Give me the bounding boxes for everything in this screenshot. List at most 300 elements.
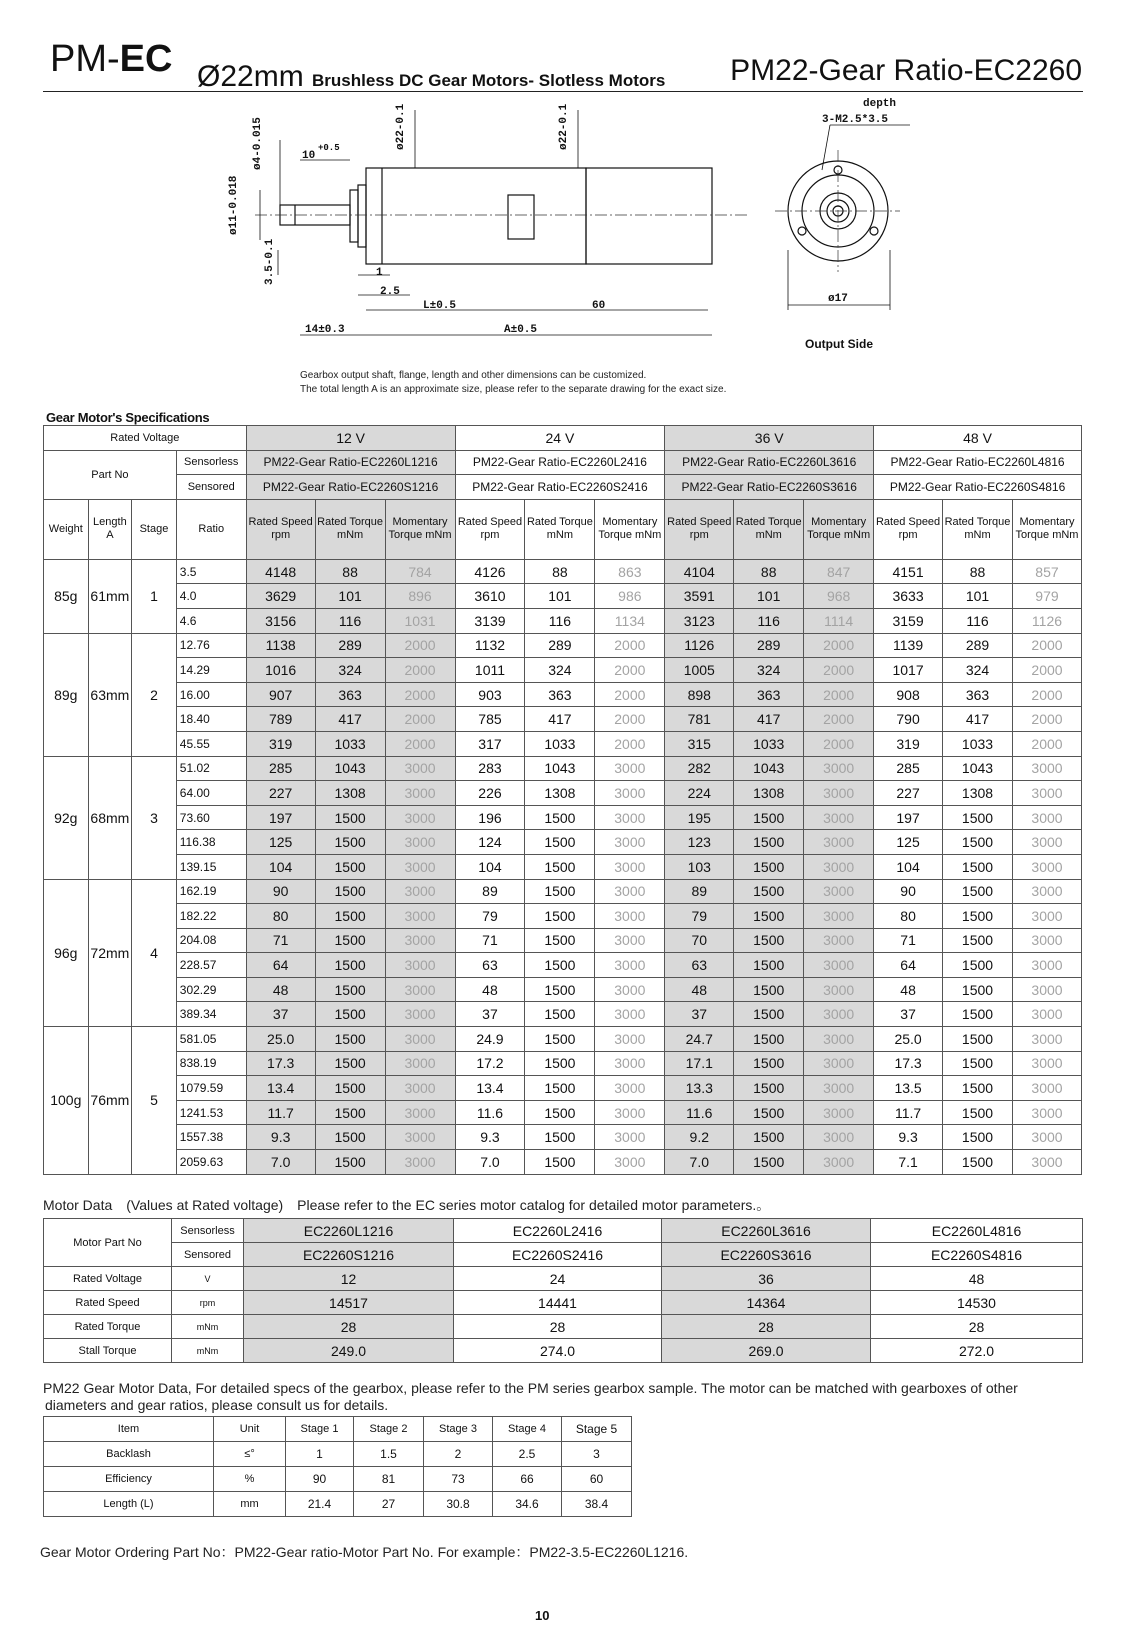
torque-cell: 324: [734, 658, 804, 683]
spec-row: [44, 756, 1082, 781]
ratio-cell: 16.00: [176, 682, 246, 707]
spec-row: [44, 1150, 1082, 1175]
torque-cell: 1308: [943, 781, 1013, 806]
spec-row: [44, 559, 1082, 584]
gearbox-row: [44, 1467, 632, 1492]
momentary-cell: 3000: [804, 781, 874, 806]
momentary-cell: 3000: [1012, 904, 1081, 929]
spec-row: [44, 658, 1082, 683]
speed-cell: 90: [874, 879, 943, 904]
speed-cell: 24.9: [455, 1027, 525, 1052]
speed-cell: 71: [874, 928, 943, 953]
motor-sensorless-label: Sensorless: [172, 1219, 244, 1243]
spec-row: [44, 1002, 1082, 1027]
speed-cell: 227: [874, 781, 943, 806]
torque-cell: 1033: [525, 731, 595, 756]
speed-cell: 48: [246, 977, 315, 1002]
momentary-cell: 2000: [385, 707, 455, 732]
speed-cell: 3156: [246, 608, 315, 633]
stage-cell: 3: [132, 756, 177, 879]
gearbox-header-row: [44, 1417, 632, 1442]
motor-value-cell: 274.0: [454, 1339, 662, 1363]
speed-cell: 11.6: [665, 1100, 734, 1125]
speed-cell: 48: [665, 977, 734, 1002]
stage-cell: 5: [132, 1027, 177, 1175]
gearbox-header-cell: Stage 5: [562, 1417, 632, 1442]
speed-cell: 4104: [665, 559, 734, 584]
speed-cell: 124: [455, 830, 525, 855]
torque-cell: 1500: [315, 1100, 385, 1125]
motor-data-row: [44, 1315, 1083, 1339]
torque-cell: 1500: [943, 1002, 1013, 1027]
speed-cell: 903: [455, 682, 525, 707]
speed-cell: 789: [246, 707, 315, 732]
weight-cell: 92g: [44, 756, 89, 879]
torque-cell: 1500: [943, 830, 1013, 855]
gearbox-value-cell: 73: [424, 1467, 493, 1492]
speed-cell: 17.3: [874, 1051, 943, 1076]
motor-row-label: Rated Voltage: [44, 1267, 172, 1291]
momentary-cell: 3000: [385, 830, 455, 855]
motor-sensorless-48v: EC2260L4816: [871, 1219, 1083, 1243]
speed-cell: 285: [246, 756, 315, 781]
speed-cell: 197: [246, 805, 315, 830]
momentary-cell: 3000: [1012, 781, 1081, 806]
motor-sensored-24v: EC2260S2416: [454, 1243, 662, 1267]
speed-cell: 226: [455, 781, 525, 806]
speed-cell: 79: [455, 904, 525, 929]
speed-cell: 7.0: [665, 1150, 734, 1175]
gearbox-header-cell: Stage 4: [493, 1417, 562, 1442]
gearbox-value-cell: 1.5: [354, 1442, 424, 1467]
motor-value-cell: 24: [454, 1267, 662, 1291]
voltage-12v: 12 V: [246, 426, 455, 451]
momentary-cell: 3000: [385, 1125, 455, 1150]
torque-cell: 1500: [943, 1125, 1013, 1150]
momentary-cell: 863: [595, 559, 665, 584]
torque-cell: 1500: [943, 1150, 1013, 1175]
torque-cell: 1500: [734, 1100, 804, 1125]
spec-row: [44, 781, 1082, 806]
motor-value-cell: 272.0: [871, 1339, 1083, 1363]
speed-cell: 80: [246, 904, 315, 929]
torque-cell: 1500: [734, 953, 804, 978]
gearbox-item-cell: Backlash: [44, 1442, 214, 1467]
torque-cell: 1500: [315, 904, 385, 929]
momentary-cell: 3000: [804, 1076, 874, 1101]
torque-cell: 101: [943, 584, 1013, 609]
speed-cell: 224: [665, 781, 734, 806]
ratio-cell: 1557.38: [176, 1125, 246, 1150]
speed-cell: 103: [665, 854, 734, 879]
spec-table: [43, 425, 1082, 1175]
torque-cell: 1500: [734, 904, 804, 929]
motor-value-cell: 14364: [662, 1291, 871, 1315]
dim-a: A±0.5: [504, 324, 538, 336]
speed-cell: 13.5: [874, 1076, 943, 1101]
ratio-cell: 302.29: [176, 977, 246, 1002]
torque-cell: 1500: [525, 1150, 595, 1175]
ratio-cell: 12.76: [176, 633, 246, 658]
torque-cell: 1500: [525, 1125, 595, 1150]
torque-cell: 1500: [943, 854, 1013, 879]
torque-cell: 417: [734, 707, 804, 732]
dim-60: 60: [592, 300, 606, 312]
torque-cell: 1500: [734, 854, 804, 879]
gearbox-header-cell: Stage 3: [424, 1417, 493, 1442]
motor-row-unit: mNm: [172, 1339, 244, 1363]
motor-row-label: Rated Speed: [44, 1291, 172, 1315]
torque-cell: 1500: [734, 928, 804, 953]
torque-cell: 1500: [315, 1002, 385, 1027]
momentary-cell: 3000: [595, 1002, 665, 1027]
dim-body-diameter-1: ø22-0.1: [395, 103, 407, 150]
stage-cell: 2: [132, 633, 177, 756]
momentary-cell: 3000: [1012, 1125, 1081, 1150]
gearbox-header-cell: Item: [44, 1417, 214, 1442]
spec-row: [44, 707, 1082, 732]
momentary-cell: 3000: [1012, 756, 1081, 781]
torque-cell: 1500: [315, 1076, 385, 1101]
motor-value-cell: 269.0: [662, 1339, 871, 1363]
torque-cell: 1500: [734, 1051, 804, 1076]
speed-cell: 37: [455, 1002, 525, 1027]
speed-cell: 3591: [665, 584, 734, 609]
page-number: 10: [535, 1608, 550, 1623]
momentary-cell: 2000: [595, 731, 665, 756]
momentary-cell: 3000: [1012, 879, 1081, 904]
torque-cell: 1500: [734, 977, 804, 1002]
series-suffix: EC: [119, 38, 173, 80]
speed-cell: 3610: [455, 584, 525, 609]
motor-row-label: Rated Torque: [44, 1315, 172, 1339]
speed-cell: 1126: [665, 633, 734, 658]
gearbox-item-cell: Length (L): [44, 1492, 214, 1517]
dim-flat: 3.5-0.1: [264, 238, 276, 285]
torque-cell: 1500: [943, 928, 1013, 953]
speed-cell: 25.0: [874, 1027, 943, 1052]
rated-voltage-label: Rated Voltage: [44, 426, 247, 451]
speed-cell: 104: [874, 854, 943, 879]
momentary-cell: 3000: [385, 977, 455, 1002]
momentary-cell: 3000: [804, 904, 874, 929]
speed-cell: 63: [455, 953, 525, 978]
torque-cell: 1500: [734, 879, 804, 904]
torque-cell: 1500: [315, 879, 385, 904]
sensorless-row: [44, 450, 1082, 475]
torque-cell: 324: [315, 658, 385, 683]
part-sensorless-12v: PM22-Gear Ratio-EC2260L1216: [246, 450, 455, 475]
momentary-cell: 3000: [1012, 1076, 1081, 1101]
momentary-cell: 3000: [804, 1100, 874, 1125]
diameter-label: Ø22mm: [197, 60, 304, 93]
torque-cell: 1500: [315, 928, 385, 953]
rated-speed-header: Rated Speed rpm: [455, 499, 525, 559]
spec-row: [44, 731, 1082, 756]
torque-cell: 1500: [525, 1027, 595, 1052]
ratio-cell: 4.0: [176, 584, 246, 609]
momentary-cell: 3000: [595, 756, 665, 781]
speed-cell: 89: [665, 879, 734, 904]
part-sensored-24v: PM22-Gear Ratio-EC2260S2416: [455, 475, 665, 500]
part-sensorless-48v: PM22-Gear Ratio-EC2260L4816: [874, 450, 1082, 475]
momentary-cell: 2000: [1012, 633, 1081, 658]
motor-value-cell: 12: [244, 1267, 454, 1291]
motor-part-no-label: Motor Part No: [44, 1219, 172, 1267]
momentary-cell: 3000: [804, 1150, 874, 1175]
momentary-torque-header: Momentary Torque mNm: [595, 499, 665, 559]
torque-cell: 1308: [315, 781, 385, 806]
speed-cell: 71: [246, 928, 315, 953]
speed-cell: 37: [246, 1002, 315, 1027]
weight-cell: 85g: [44, 559, 89, 633]
momentary-cell: 2000: [595, 658, 665, 683]
gearbox-caption-line1: PM22 Gear Motor Data, For detailed specs of the gearbox, please refer to the PM series gearbox sample. The motor can be matched with gearboxes of other: [43, 1380, 1018, 1396]
momentary-cell: 3000: [595, 854, 665, 879]
speed-cell: 13.3: [665, 1076, 734, 1101]
torque-cell: 116: [315, 608, 385, 633]
momentary-cell: 2000: [385, 633, 455, 658]
momentary-cell: 3000: [804, 854, 874, 879]
motor-value-cell: 14441: [454, 1291, 662, 1315]
gearbox-unit-cell: %: [214, 1467, 286, 1492]
ratio-cell: 389.34: [176, 1002, 246, 1027]
speed-cell: 282: [665, 756, 734, 781]
momentary-cell: 3000: [1012, 805, 1081, 830]
torque-cell: 363: [525, 682, 595, 707]
motor-sensorless-36v: EC2260L3616: [662, 1219, 871, 1243]
momentary-cell: 3000: [595, 977, 665, 1002]
gearbox-value-cell: 1: [286, 1442, 354, 1467]
stage-cell: 4: [132, 879, 177, 1027]
torque-cell: 1500: [734, 1076, 804, 1101]
motor-value-cell: 28: [662, 1315, 871, 1339]
speed-cell: 785: [455, 707, 525, 732]
momentary-cell: 3000: [1012, 1150, 1081, 1175]
speed-cell: 7.0: [455, 1150, 525, 1175]
momentary-cell: 3000: [385, 928, 455, 953]
momentary-cell: 3000: [595, 781, 665, 806]
speed-cell: 3123: [665, 608, 734, 633]
rated-speed-header: Rated Speed rpm: [874, 499, 943, 559]
torque-cell: 1500: [943, 805, 1013, 830]
momentary-cell: 3000: [595, 830, 665, 855]
speed-cell: 790: [874, 707, 943, 732]
spec-row: [44, 953, 1082, 978]
momentary-cell: 2000: [804, 633, 874, 658]
dim-10: 10: [302, 150, 316, 162]
product-subtitle: Brushless DC Gear Motors- Slotless Motors: [312, 71, 666, 90]
momentary-cell: 3000: [385, 879, 455, 904]
momentary-cell: 979: [1012, 584, 1081, 609]
speed-cell: 319: [246, 731, 315, 756]
momentary-cell: 1031: [385, 608, 455, 633]
momentary-cell: 3000: [385, 805, 455, 830]
speed-cell: 11.7: [874, 1100, 943, 1125]
torque-cell: 1500: [315, 805, 385, 830]
spec-row: [44, 633, 1082, 658]
speed-cell: 17.2: [455, 1051, 525, 1076]
gearbox-value-cell: 66: [493, 1467, 562, 1492]
torque-cell: 417: [525, 707, 595, 732]
speed-cell: 196: [455, 805, 525, 830]
speed-cell: 3629: [246, 584, 315, 609]
dim-1: 1: [376, 267, 383, 279]
stage-cell: 1: [132, 559, 177, 633]
spec-row: [44, 584, 1082, 609]
speed-cell: 9.2: [665, 1125, 734, 1150]
gearbox-row: [44, 1492, 632, 1517]
ratio-cell: 838.19: [176, 1051, 246, 1076]
motor-sensorless-row: [44, 1219, 1083, 1243]
torque-cell: 116: [943, 608, 1013, 633]
ratio-cell: 182.22: [176, 904, 246, 929]
speed-cell: 80: [874, 904, 943, 929]
sensored-label: Sensored: [176, 475, 246, 500]
speed-cell: 90: [246, 879, 315, 904]
gearbox-unit-cell: ≤°: [214, 1442, 286, 1467]
torque-cell: 101: [734, 584, 804, 609]
speed-cell: 89: [455, 879, 525, 904]
speed-cell: 17.3: [246, 1051, 315, 1076]
torque-cell: 101: [525, 584, 595, 609]
length-cell: 68mm: [88, 756, 132, 879]
speed-cell: 4148: [246, 559, 315, 584]
torque-cell: 289: [525, 633, 595, 658]
momentary-cell: 1134: [595, 608, 665, 633]
momentary-cell: 3000: [595, 928, 665, 953]
column-header-row: [44, 499, 1082, 559]
speed-cell: 195: [665, 805, 734, 830]
speed-cell: 104: [246, 854, 315, 879]
speed-cell: 315: [665, 731, 734, 756]
weight-cell: 96g: [44, 879, 89, 1027]
motor-value-cell: 28: [244, 1315, 454, 1339]
speed-cell: 79: [665, 904, 734, 929]
motor-sensored-48v: EC2260S4816: [871, 1243, 1083, 1267]
momentary-cell: 2000: [385, 731, 455, 756]
momentary-cell: 968: [804, 584, 874, 609]
speed-cell: 1139: [874, 633, 943, 658]
note-total-length: The total length A is an approximate size, please refer to the separate drawing for the exact size.: [300, 384, 727, 395]
momentary-cell: 3000: [385, 953, 455, 978]
gearbox-value-cell: 81: [354, 1467, 424, 1492]
ratio-header: Ratio: [176, 499, 246, 559]
spec-row: [44, 1125, 1082, 1150]
motor-value-cell: 28: [454, 1315, 662, 1339]
ratio-cell: 2059.63: [176, 1150, 246, 1175]
momentary-cell: 3000: [385, 1076, 455, 1101]
weight-header: Weight: [44, 499, 89, 559]
torque-cell: 1500: [943, 1027, 1013, 1052]
momentary-cell: 3000: [1012, 854, 1081, 879]
momentary-cell: 3000: [1012, 953, 1081, 978]
motor-data-row: [44, 1339, 1083, 1363]
model-title: PM22-Gear Ratio-EC2260: [730, 54, 1082, 87]
momentary-cell: 3000: [804, 830, 874, 855]
speed-cell: 3139: [455, 608, 525, 633]
stage-header: Stage: [132, 499, 177, 559]
ratio-cell: 14.29: [176, 658, 246, 683]
speed-cell: 4126: [455, 559, 525, 584]
momentary-torque-header: Momentary Torque mNm: [385, 499, 455, 559]
gearbox-value-cell: 3: [562, 1442, 632, 1467]
momentary-cell: 2000: [385, 682, 455, 707]
ratio-cell: 162.19: [176, 879, 246, 904]
torque-cell: 363: [734, 682, 804, 707]
torque-cell: 1500: [315, 830, 385, 855]
momentary-cell: 3000: [595, 1150, 665, 1175]
header-divider: [43, 91, 1083, 92]
spec-row: [44, 1100, 1082, 1125]
motor-data-table: [43, 1218, 1083, 1363]
momentary-cell: 2000: [1012, 707, 1081, 732]
torque-cell: 1500: [943, 879, 1013, 904]
motor-sensored-36v: EC2260S3616: [662, 1243, 871, 1267]
motor-row-unit: mNm: [172, 1315, 244, 1339]
torque-cell: 1500: [315, 1051, 385, 1076]
momentary-cell: 896: [385, 584, 455, 609]
spec-row: [44, 854, 1082, 879]
speed-cell: 317: [455, 731, 525, 756]
ratio-cell: 4.6: [176, 608, 246, 633]
torque-cell: 417: [315, 707, 385, 732]
torque-cell: 1033: [943, 731, 1013, 756]
torque-cell: 324: [525, 658, 595, 683]
momentary-cell: 3000: [804, 1051, 874, 1076]
speed-cell: 13.4: [246, 1076, 315, 1101]
ordering-note: Gear Motor Ordering Part No：PM22-Gear ratio-Motor Part No. For example：PM22-3.5-EC2260L1216.: [40, 1544, 689, 1560]
motor-row-label: Stall Torque: [44, 1339, 172, 1363]
torque-cell: 1500: [943, 1051, 1013, 1076]
motor-sensored-12v: EC2260S1216: [244, 1243, 454, 1267]
momentary-cell: 2000: [595, 707, 665, 732]
torque-cell: 88: [525, 559, 595, 584]
spec-row: [44, 682, 1082, 707]
speed-cell: 64: [246, 953, 315, 978]
gearbox-value-cell: 2: [424, 1442, 493, 1467]
speed-cell: 123: [665, 830, 734, 855]
momentary-cell: 3000: [1012, 1027, 1081, 1052]
momentary-cell: 3000: [804, 805, 874, 830]
dim-shaft-diameter: ø4-0.015: [252, 117, 264, 170]
motor-row-unit: rpm: [172, 1291, 244, 1315]
motor-data-row: [44, 1291, 1083, 1315]
motor-data-caption: Motor Data (Values at Rated voltage) Please refer to the EC series motor catalog for detailed motor parameters.。: [43, 1197, 771, 1213]
torque-cell: 1500: [734, 1150, 804, 1175]
momentary-cell: 3000: [595, 1076, 665, 1101]
dim-flange-diameter: ø11-0.018: [228, 175, 240, 235]
momentary-cell: 3000: [804, 1002, 874, 1027]
spec-row: [44, 1051, 1082, 1076]
motor-data-row: [44, 1267, 1083, 1291]
gearbox-header-cell: Stage 2: [354, 1417, 424, 1442]
speed-cell: 227: [246, 781, 315, 806]
torque-cell: 1033: [315, 731, 385, 756]
speed-cell: 48: [874, 977, 943, 1002]
momentary-cell: 3000: [385, 1100, 455, 1125]
torque-cell: 1500: [943, 953, 1013, 978]
speed-cell: 1132: [455, 633, 525, 658]
momentary-cell: 3000: [385, 1150, 455, 1175]
part-sensorless-24v: PM22-Gear Ratio-EC2260L2416: [455, 450, 665, 475]
motor-value-cell: 36: [662, 1267, 871, 1291]
torque-cell: 1500: [315, 1150, 385, 1175]
dim-depth: depth: [863, 98, 897, 110]
momentary-cell: 3000: [385, 781, 455, 806]
momentary-cell: 3000: [1012, 1100, 1081, 1125]
gearbox-value-cell: 30.8: [424, 1492, 493, 1517]
